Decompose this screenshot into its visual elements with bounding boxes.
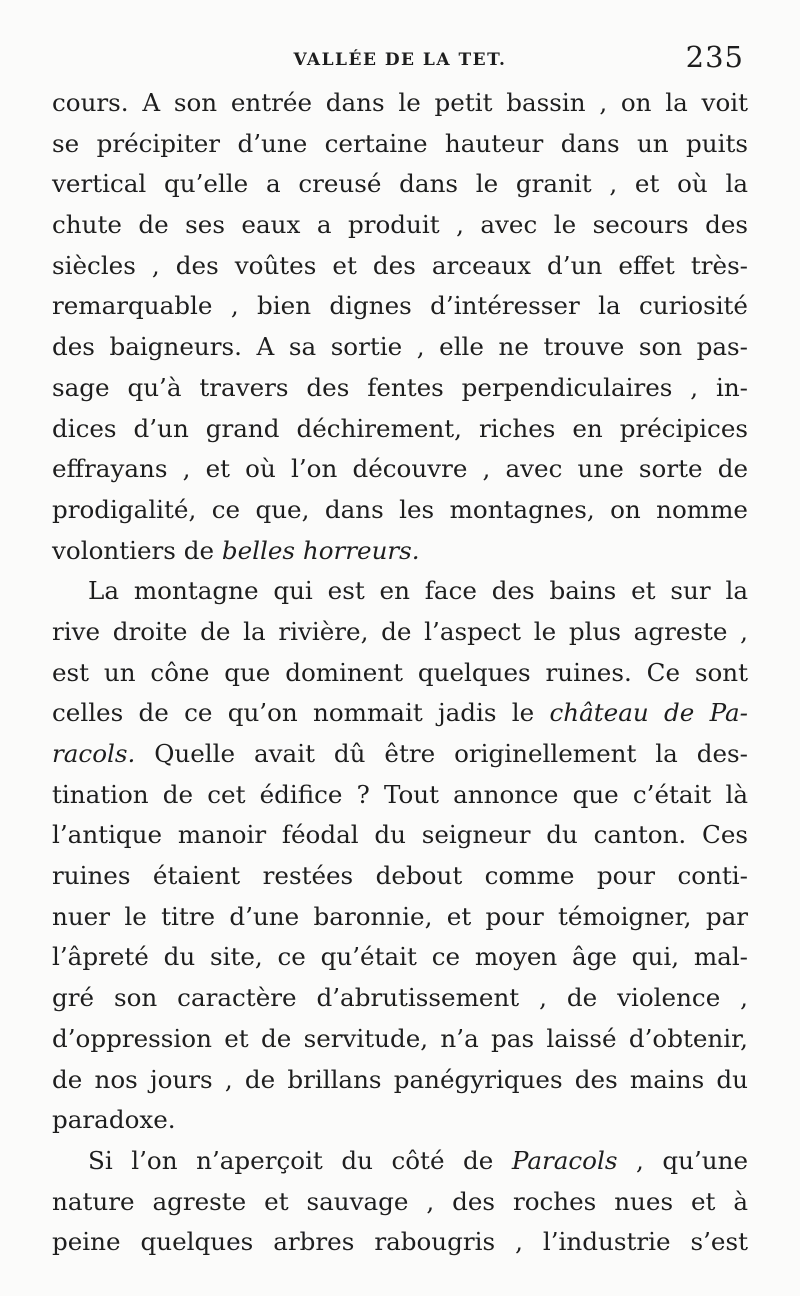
line-text: remarquable , bien dignes d’intéresser la curiosité (52, 291, 748, 321)
italic-text: belles horreurs. (221, 535, 420, 565)
text-line (52, 937, 748, 978)
text-line (52, 693, 748, 734)
page-header (52, 40, 748, 80)
line-text: des baigneurs. A sa sortie , elle ne trouve son pas- (52, 332, 748, 362)
text-line (52, 775, 748, 816)
text-line (52, 612, 748, 653)
line-text: ruines étaient restées debout comme pour conti- (52, 861, 748, 891)
text-line (52, 83, 748, 124)
line-text: peine quelques arbres rabougris , l’industrie s’est (52, 1227, 748, 1257)
text-line (52, 978, 748, 1019)
italic-text: Paracols (511, 1145, 618, 1175)
line-text: effrayans , et où l’on découvre , avec une sorte de (52, 454, 748, 484)
line-text: celles de ce qu’on nommait jadis le (52, 698, 550, 728)
text-line (52, 1019, 748, 1060)
line-text: l’âpreté du site, ce qu’était ce moyen âge qui, mal- (52, 942, 748, 972)
line-text: tination de cet édifice ? Tout annonce que c’était là (52, 779, 748, 809)
text-line (52, 734, 748, 775)
line-text: gré son caractère d’abrutissement , de violence , (52, 983, 748, 1013)
line-text: Si l’on n’aperçoit du côté de (88, 1145, 512, 1175)
text-line (52, 124, 748, 165)
text-line (52, 1182, 748, 1223)
line-text: sage qu’à travers des fentes perpendiculaires , in- (52, 372, 748, 402)
text-line (52, 246, 748, 287)
line-text: siècles , des voûtes et des arceaux d’un effet très- (52, 250, 748, 280)
body-text (52, 83, 748, 1263)
text-line (52, 1222, 748, 1263)
line-text: d’oppression et de servitude, n’a pas laissé d’obtenir, (52, 1023, 748, 1053)
text-line (52, 164, 748, 205)
line-text: La montagne qui est en face des bains et sur la (88, 576, 748, 606)
line-text: l’antique manoir féodal du seigneur du canton. Ces (52, 820, 748, 850)
line-text: chute de ses eaux a produit , avec le secours des (52, 210, 748, 240)
line-text: rive droite de la rivière, de l’aspect le plus agreste , (52, 616, 748, 646)
italic-text: château de Pa- (549, 698, 748, 728)
text-line (52, 327, 748, 368)
text-line (52, 653, 748, 694)
line-text: vertical qu’elle a creusé dans le granit , et où la (52, 169, 748, 199)
text-line (52, 409, 748, 450)
line-text: de nos jours , de brillans panégyriques des mains du (52, 1064, 748, 1094)
text-line (52, 205, 748, 246)
line-text: prodigalité, ce que, dans les montagnes, on nomme (52, 494, 748, 524)
line-text: volontiers de (52, 535, 222, 565)
text-line (52, 897, 748, 938)
text-line (52, 449, 748, 490)
line-text: nature agreste et sauvage , des roches nues et à (52, 1186, 748, 1216)
line-text: dices d’un grand déchirement, riches en précipices (52, 413, 748, 443)
text-line (52, 815, 748, 856)
line-text: se précipiter d’une certaine hauteur dans un puits (52, 128, 748, 158)
italic-text: racols. (52, 739, 136, 768)
line-text: nuer le titre d’une baronnie, et pour témoigner, par (52, 901, 748, 931)
text-line (52, 368, 748, 409)
running-title: VALLÉE DE LA TET. (293, 50, 507, 70)
line-text: , qu’une (617, 1145, 748, 1175)
text-line (52, 286, 748, 327)
line-text: Quelle avait dû être originellement la des- (135, 739, 748, 768)
text-line (52, 1100, 748, 1141)
line-text: est un cône que dominent quelques ruines. Ce sont (52, 657, 748, 687)
text-line (52, 531, 748, 572)
page-number: 235 (685, 40, 744, 74)
text-line (52, 571, 748, 612)
text-line (52, 1060, 748, 1101)
line-text: cours. A son entrée dans le petit bassin , on la voit (52, 88, 748, 117)
text-line (52, 856, 748, 897)
text-line (52, 1141, 748, 1182)
text-line (52, 490, 748, 531)
line-text: paradoxe. (52, 1105, 176, 1135)
